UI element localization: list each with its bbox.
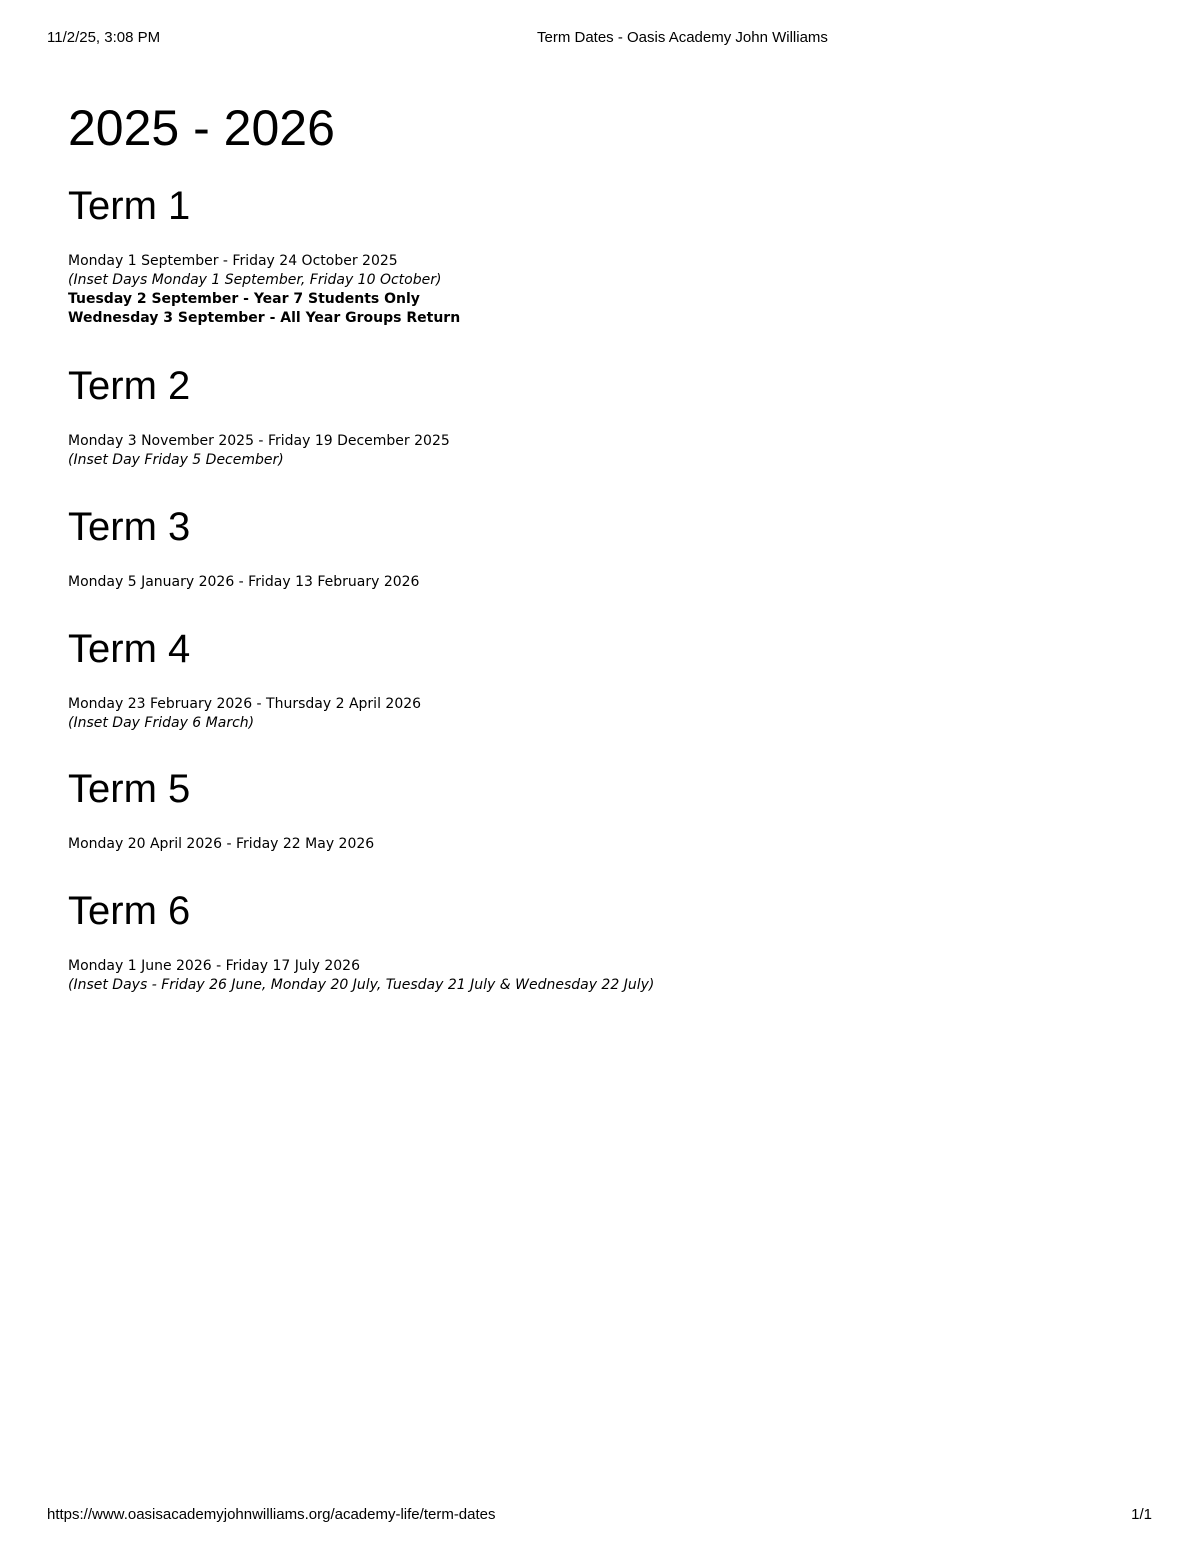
term-2-inset-days: (Inset Day Friday 5 December) bbox=[68, 452, 284, 468]
academic-year-heading: 2025 - 2026 bbox=[68, 100, 335, 156]
term-4-details bbox=[68, 695, 421, 733]
term-6-details bbox=[68, 957, 654, 995]
term-1-note-all-return: Wednesday 3 September - All Year Groups Return bbox=[68, 310, 461, 326]
term-6-heading: Term 6 bbox=[68, 889, 191, 933]
term-4-inset-days: (Inset Day Friday 6 March) bbox=[68, 715, 255, 731]
term-2-dates: Monday 3 November 2025 - Friday 19 December 2025 bbox=[68, 433, 450, 449]
term-6-section bbox=[68, 888, 654, 995]
term-5-section bbox=[68, 766, 374, 854]
term-1-details bbox=[68, 252, 460, 328]
term-1-note-year7: Tuesday 2 September - Year 7 Students Only bbox=[68, 291, 420, 307]
term-5-dates: Monday 20 April 2026 - Friday 22 May 2026 bbox=[68, 836, 375, 852]
term-3-dates: Monday 5 January 2026 - Friday 13 February 2026 bbox=[68, 574, 420, 590]
print-header bbox=[0, 29, 1200, 51]
term-dates-content bbox=[68, 100, 1068, 993]
term-1-dates: Monday 1 September - Friday 24 October 2025 bbox=[68, 253, 398, 269]
print-datetime: 11/2/25, 3:08 PM bbox=[47, 29, 161, 46]
term-3-heading: Term 3 bbox=[68, 505, 191, 549]
print-page-title: Term Dates - Oasis Academy John Williams bbox=[537, 29, 828, 46]
term-3-details bbox=[68, 573, 419, 592]
term-5-details bbox=[68, 835, 374, 854]
term-6-dates: Monday 1 June 2026 - Friday 17 July 2026 bbox=[68, 958, 360, 974]
term-4-heading: Term 4 bbox=[68, 627, 191, 671]
term-4-section bbox=[68, 626, 421, 733]
print-page-number: 1/1 bbox=[1131, 1506, 1152, 1523]
term-6-inset-days: (Inset Days - Friday 26 June, Monday 20 July, Tuesday 21 July & Wednesday 22 July) bbox=[68, 977, 655, 993]
term-4-dates: Monday 23 February 2026 - Thursday 2 April 2026 bbox=[68, 696, 422, 712]
print-page-url: https://www.oasisacademyjohnwilliams.org/academy-life/term-dates bbox=[47, 1506, 496, 1523]
term-3-section bbox=[68, 504, 419, 592]
term-1-section bbox=[68, 183, 460, 328]
print-footer bbox=[0, 1506, 1200, 1528]
term-1-heading: Term 1 bbox=[68, 184, 191, 228]
term-2-heading: Term 2 bbox=[68, 364, 191, 408]
term-2-details bbox=[68, 432, 450, 470]
term-2-section bbox=[68, 363, 450, 470]
term-1-inset-days: (Inset Days Monday 1 September, Friday 10 October) bbox=[68, 272, 442, 288]
term-5-heading: Term 5 bbox=[68, 767, 191, 811]
